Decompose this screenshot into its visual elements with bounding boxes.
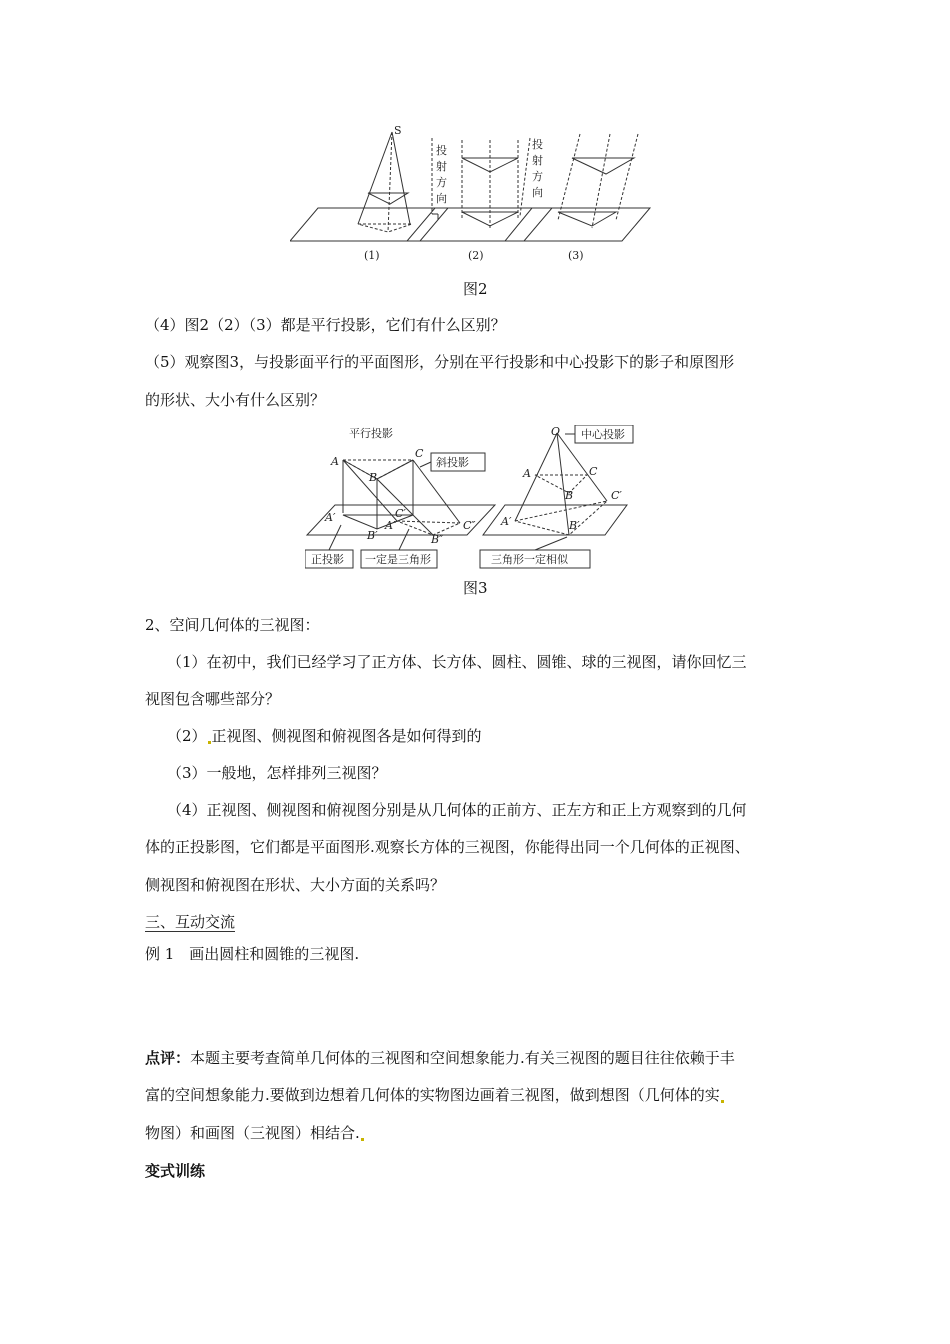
parallel-projection-title: 平行投影 xyxy=(349,427,393,440)
sub-question-2-text: 正视图、侧视图和俯视图各是如何得到的 xyxy=(211,727,482,745)
section-2-title: 2、空间几何体的三视图： xyxy=(145,616,320,634)
section-3-title-text: 三、互动交流 xyxy=(145,913,236,931)
sub-question-4-line-3: 侧视图和俯视图在形状、大小方面的关系吗？ xyxy=(145,876,446,894)
sub-label-3: (3) xyxy=(568,249,584,262)
figure-3-parallel-central-projection xyxy=(305,425,645,575)
must-be-triangle-label: 一定是三角形 xyxy=(365,553,431,566)
comment-line-3 xyxy=(145,1123,365,1143)
vertex-c-double-prime: C″ xyxy=(463,519,476,532)
sub-question-2 xyxy=(167,726,482,746)
vertex-c-center: C xyxy=(589,465,598,478)
vertex-o: O xyxy=(551,425,561,438)
sub-question-3: （3）一般地，怎样排列三视图？ xyxy=(167,764,387,782)
vertex-b-prime: B′ xyxy=(367,529,378,542)
direction-char-1: 投 xyxy=(436,144,447,157)
sub-label-1: (1) xyxy=(364,249,380,262)
vertex-b-center: B xyxy=(565,489,574,502)
sub-question-1-line-1: （1）在初中，我们已经学习了正方体、长方体、圆柱、圆锥、球的三视图，请你回忆三 xyxy=(167,653,747,671)
comment-text-3: 物图）和画图（三视图）相结合 xyxy=(145,1124,356,1142)
question-5-line-1: （5）观察图3，与投影面平行的平面图形，分别在平行投影和中心投影下的影子和原图形 xyxy=(145,353,735,371)
oblique-projection-label: 斜投影 xyxy=(436,456,469,469)
sub-question-2-prefix: （2） xyxy=(167,727,207,745)
vertex-b-double-prime: B″ xyxy=(431,533,444,546)
vertex-c-prime-center: C′ xyxy=(611,489,622,502)
triangles-similar-label: 三角形一定相似 xyxy=(491,553,568,566)
orthographic-projection-label: 正投影 xyxy=(311,553,344,566)
comment-text-1: 本题主要考查简单几何体的三视图和空间想象能力.有关三视图的题目往往依赖于丰 xyxy=(190,1049,735,1067)
vertex-c-prime: C′ xyxy=(395,507,406,520)
comment-text-2: 富的空间想象能力.要做到边想着几何体的实物图边画着三视图，做到想图（几何体的实 xyxy=(145,1086,720,1104)
direction-char-2b: 射 xyxy=(532,154,543,167)
section-3-title xyxy=(145,912,235,932)
mark-dot xyxy=(361,1138,364,1141)
comment-label: 点评： xyxy=(145,1049,191,1067)
comment-line-1 xyxy=(145,1048,735,1068)
comment-line-2 xyxy=(145,1085,725,1105)
comment-text-3-end: . xyxy=(355,1124,360,1142)
figure-2-caption: 图2 xyxy=(463,280,488,298)
vertex-c: C xyxy=(415,447,424,460)
sub-label-2: (2) xyxy=(468,249,484,262)
mark-dot xyxy=(721,1100,724,1103)
direction-char-2: 射 xyxy=(436,160,447,173)
central-projection-label: 中心投影 xyxy=(581,428,625,441)
vertex-a-prime-center: A′ xyxy=(501,515,512,528)
direction-char-4: 向 xyxy=(436,192,447,205)
vertex-a-center: A xyxy=(523,467,531,480)
direction-char-4b: 向 xyxy=(532,186,543,199)
mark-dot xyxy=(208,741,211,744)
variant-training-title: 变式训练 xyxy=(145,1162,206,1180)
sub-question-4-line-2: 体的正投影图，它们都是平面图形.观察长方体的三视图，你能得出同一个几何体的正视图、 xyxy=(145,838,750,856)
vertex-a: A xyxy=(331,455,339,468)
figure-3-caption: 图3 xyxy=(463,579,488,597)
direction-char-3b: 方 xyxy=(532,170,543,183)
sub-question-1-line-2: 视图包含哪些部分？ xyxy=(145,690,281,708)
question-4-text: （4）图2（2）（3）都是平行投影，它们有什么区别？ xyxy=(145,316,506,334)
vertex-a-prime: A′ xyxy=(325,511,336,524)
direction-char-3: 方 xyxy=(436,176,447,189)
point-s-label: S xyxy=(394,124,402,137)
figure-2-projection-diagram xyxy=(290,120,670,270)
example-1: 例 1 画出圆柱和圆锥的三视图. xyxy=(145,945,360,963)
question-5-line-2: 的形状、大小有什么区别？ xyxy=(145,391,326,409)
vertex-b-prime-center: B′ xyxy=(569,519,580,532)
direction-char-1b: 投 xyxy=(532,138,543,151)
sub-question-4-line-1: （4）正视图、侧视图和俯视图分别是从几何体的正前方、正左方和正上方观察到的几何 xyxy=(167,801,747,819)
vertex-a-double-prime: A″ xyxy=(385,519,398,532)
vertex-b: B xyxy=(369,471,378,484)
